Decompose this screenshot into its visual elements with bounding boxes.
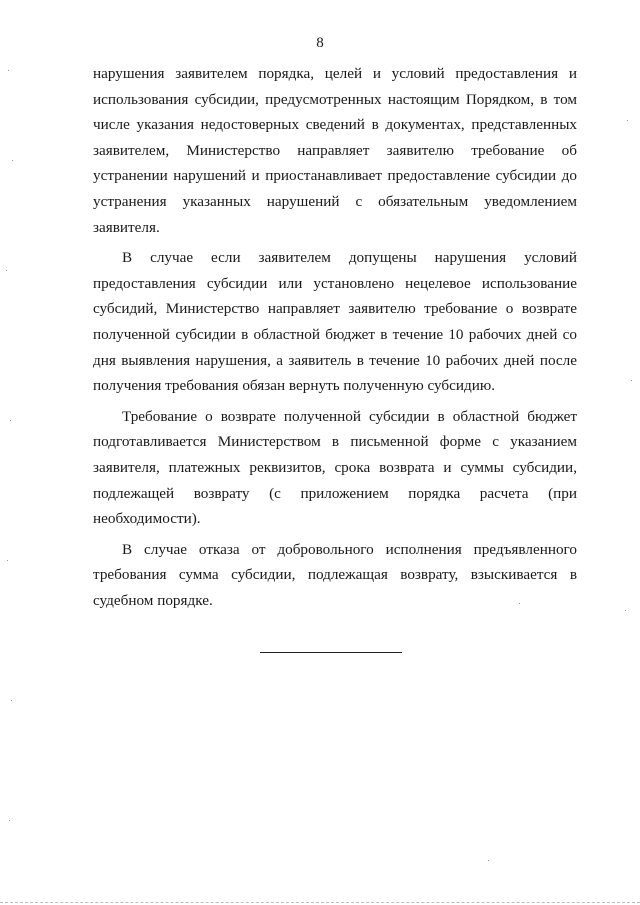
scan-speck — [10, 420, 11, 421]
scan-speck — [7, 560, 8, 561]
paragraph-return-requirement: Требование о возврате полученной субсидии в областной бюджет подготавливается Министерством в письменной форме с указанием заявителя, платежных реквизитов, срока возврата и суммы субсидии, подлежащей возврату (с приложением порядка расчета (при необходимости). — [93, 407, 577, 528]
scan-speck — [12, 160, 13, 161]
scan-speck — [9, 820, 10, 821]
scan-speck — [627, 120, 628, 121]
paragraph-continuation: нарушения заявителем порядка, целей и условий предоставления и использования субсидии, предусмотренных настоящим Порядком, в том числе указания недостоверных сведений в документах, представленных заявителем, Министерство направляет заявителю требование об устранении нарушений и приостанавливает предоставление субсидии до устранения указанных нарушений с обязательным уведомлением заявителя. — [93, 65, 577, 236]
scan-speck — [6, 270, 7, 271]
end-of-document-rule — [260, 652, 402, 653]
scan-speck — [8, 70, 9, 71]
paragraph-court-recovery: В случае отказа от добровольного исполнения предъявленного требования сумма субсидии, подлежащая возврату, взыскивается в судебном порядке. — [93, 540, 577, 609]
scan-speck — [519, 603, 520, 604]
paragraph-violation-return: В случае если заявителем допущены нарушения условий предоставления субсидии или установлено нецелевое использование субсидий, Министерство направляет заявителю требование о возврате полученной субсидии в областной бюджет в течение 10 рабочих дней со дня выявления нарушения, а заявитель в течение 10 рабочих дней после получения требования обязан вернуть полученную субсидию. — [93, 249, 577, 395]
scan-speck — [631, 380, 632, 381]
scan-speck — [488, 860, 489, 861]
scan-speck — [11, 700, 12, 701]
scan-speck — [625, 610, 626, 611]
scan-bottom-edge — [0, 902, 640, 903]
page-number: 8 — [316, 35, 324, 51]
document-body — [93, 61, 577, 618]
